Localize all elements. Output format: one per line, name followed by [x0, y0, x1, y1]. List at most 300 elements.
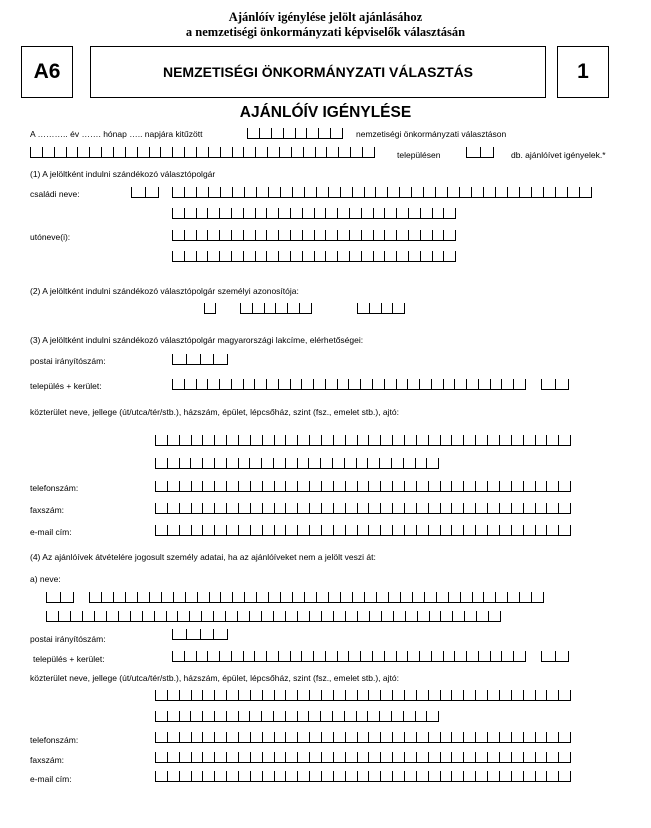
char-cell[interactable] — [487, 481, 499, 492]
char-cell[interactable] — [214, 458, 226, 469]
char-cell[interactable] — [426, 711, 439, 722]
char-cell[interactable] — [380, 732, 392, 743]
char-cell[interactable] — [238, 711, 250, 722]
char-cell[interactable] — [285, 481, 297, 492]
char-cell[interactable] — [243, 651, 255, 662]
char-cell[interactable] — [345, 525, 357, 536]
char-cell[interactable] — [172, 629, 186, 640]
char-cell[interactable] — [285, 771, 297, 782]
char-cell[interactable] — [314, 230, 326, 241]
char-cell[interactable] — [240, 303, 252, 314]
char-cell[interactable] — [179, 481, 191, 492]
char-cell[interactable] — [179, 732, 191, 743]
char-cell[interactable] — [447, 187, 459, 198]
char-cell[interactable] — [285, 435, 297, 446]
char-cell[interactable] — [190, 458, 202, 469]
char-cell[interactable] — [191, 732, 203, 743]
char-cell[interactable] — [392, 732, 404, 743]
char-cell[interactable] — [535, 525, 547, 536]
char-cell[interactable] — [321, 435, 333, 446]
char-cell[interactable] — [432, 230, 444, 241]
char-cell[interactable] — [131, 187, 145, 198]
char-cell[interactable] — [463, 690, 475, 701]
char-cell[interactable] — [309, 690, 321, 701]
char-cell[interactable] — [380, 525, 392, 536]
char-cell[interactable] — [214, 503, 226, 514]
char-cell[interactable] — [316, 187, 328, 198]
char-cell[interactable] — [262, 435, 274, 446]
char-cell[interactable] — [202, 732, 214, 743]
char-cell[interactable] — [416, 752, 428, 763]
char-cell[interactable] — [415, 711, 427, 722]
char-cell[interactable] — [326, 147, 338, 158]
char-cell[interactable] — [419, 379, 431, 390]
char-cell[interactable] — [392, 481, 404, 492]
char-cell[interactable] — [535, 752, 547, 763]
char-cell[interactable] — [408, 230, 420, 241]
char-cell[interactable] — [328, 592, 340, 603]
char-cell[interactable] — [420, 208, 432, 219]
char-cell[interactable] — [333, 690, 345, 701]
char-cell[interactable] — [360, 379, 372, 390]
char-cell[interactable] — [428, 752, 440, 763]
char-cell[interactable] — [249, 711, 261, 722]
char-cell[interactable] — [490, 651, 502, 662]
char-cell[interactable] — [333, 732, 345, 743]
char-cell[interactable] — [304, 592, 316, 603]
char-cell[interactable] — [507, 592, 519, 603]
char-cell[interactable] — [463, 503, 475, 514]
char-cell[interactable] — [546, 481, 558, 492]
char-cell[interactable] — [375, 187, 387, 198]
char-cell[interactable] — [243, 147, 255, 158]
char-cell[interactable] — [333, 525, 345, 536]
char-cell[interactable] — [392, 771, 404, 782]
char-cell[interactable] — [387, 187, 399, 198]
char-cell[interactable] — [184, 208, 196, 219]
char-cell[interactable] — [197, 592, 209, 603]
char-cell[interactable] — [309, 611, 321, 622]
char-cell[interactable] — [202, 690, 214, 701]
street-address-field-1[interactable] — [155, 435, 571, 446]
char-cell[interactable] — [345, 481, 357, 492]
char-cell[interactable] — [511, 503, 523, 514]
char-cell[interactable] — [209, 592, 221, 603]
char-cell[interactable] — [167, 771, 179, 782]
char-cell[interactable] — [511, 525, 523, 536]
char-cell[interactable] — [297, 525, 309, 536]
char-cell[interactable] — [345, 503, 357, 514]
char-cell[interactable] — [278, 379, 290, 390]
char-cell[interactable] — [292, 592, 304, 603]
char-cell[interactable] — [167, 458, 179, 469]
char-cell[interactable] — [523, 752, 535, 763]
char-cell[interactable] — [226, 481, 238, 492]
char-cell[interactable] — [321, 752, 333, 763]
char-cell[interactable] — [184, 187, 196, 198]
char-cell[interactable] — [511, 771, 523, 782]
char-cell[interactable] — [207, 230, 219, 241]
char-cell[interactable] — [357, 611, 369, 622]
char-cell[interactable] — [349, 230, 361, 241]
char-cell[interactable] — [244, 592, 256, 603]
char-cell[interactable] — [214, 435, 226, 446]
char-cell[interactable] — [202, 752, 214, 763]
char-cell[interactable] — [189, 611, 201, 622]
char-cell[interactable] — [350, 147, 362, 158]
char-cell[interactable] — [381, 303, 393, 314]
personal-id-part3-field[interactable] — [357, 303, 405, 314]
char-cell[interactable] — [238, 435, 250, 446]
char-cell[interactable] — [207, 651, 219, 662]
char-cell[interactable] — [487, 503, 499, 514]
char-cell[interactable] — [428, 503, 440, 514]
char-cell[interactable] — [546, 771, 558, 782]
char-cell[interactable] — [451, 503, 463, 514]
char-cell[interactable] — [431, 379, 443, 390]
char-cell[interactable] — [396, 208, 408, 219]
char-cell[interactable] — [155, 481, 167, 492]
char-cell[interactable] — [546, 752, 558, 763]
char-cell[interactable] — [501, 379, 513, 390]
char-cell[interactable] — [226, 752, 238, 763]
char-cell[interactable] — [555, 379, 570, 390]
char-cell[interactable] — [172, 187, 184, 198]
char-cell[interactable] — [472, 592, 484, 603]
char-cell[interactable] — [155, 525, 167, 536]
char-cell[interactable] — [238, 503, 250, 514]
char-cell[interactable] — [297, 458, 309, 469]
char-cell[interactable] — [268, 187, 280, 198]
char-cell[interactable] — [256, 592, 268, 603]
char-cell[interactable] — [220, 187, 232, 198]
char-cell[interactable] — [392, 690, 404, 701]
char-cell[interactable] — [161, 592, 173, 603]
char-cell[interactable] — [214, 525, 226, 536]
char-cell[interactable] — [184, 251, 196, 262]
char-cell[interactable] — [417, 611, 429, 622]
char-cell[interactable] — [184, 379, 196, 390]
char-cell[interactable] — [558, 732, 571, 743]
recipient-postal-code-field[interactable] — [172, 629, 228, 640]
char-cell[interactable] — [313, 651, 325, 662]
recipient-name-field-1[interactable] — [89, 592, 544, 603]
char-cell[interactable] — [333, 771, 345, 782]
char-cell[interactable] — [348, 379, 360, 390]
char-cell[interactable] — [404, 752, 416, 763]
char-cell[interactable] — [443, 651, 455, 662]
char-cell[interactable] — [357, 771, 369, 782]
char-cell[interactable] — [432, 208, 444, 219]
char-cell[interactable] — [337, 230, 349, 241]
char-cell[interactable] — [357, 481, 369, 492]
char-cell[interactable] — [207, 208, 219, 219]
char-cell[interactable] — [250, 690, 262, 701]
char-cell[interactable] — [267, 147, 279, 158]
char-cell[interactable] — [314, 208, 326, 219]
char-cell[interactable] — [466, 147, 480, 158]
char-cell[interactable] — [440, 732, 452, 743]
char-cell[interactable] — [475, 525, 487, 536]
char-cell[interactable] — [499, 752, 511, 763]
char-cell[interactable] — [416, 503, 428, 514]
char-cell[interactable] — [238, 690, 250, 701]
char-cell[interactable] — [42, 147, 54, 158]
char-cell[interactable] — [558, 752, 571, 763]
election-date-field[interactable] — [247, 128, 343, 139]
char-cell[interactable] — [252, 303, 264, 314]
char-cell[interactable] — [285, 458, 297, 469]
char-cell[interactable] — [232, 147, 244, 158]
char-cell[interactable] — [297, 435, 309, 446]
char-cell[interactable] — [214, 711, 226, 722]
char-cell[interactable] — [448, 592, 460, 603]
char-cell[interactable] — [404, 435, 416, 446]
char-cell[interactable] — [302, 230, 314, 241]
char-cell[interactable] — [66, 147, 78, 158]
char-cell[interactable] — [191, 690, 203, 701]
char-cell[interactable] — [475, 771, 487, 782]
char-cell[interactable] — [259, 128, 271, 139]
char-cell[interactable] — [309, 732, 321, 743]
char-cell[interactable] — [523, 690, 535, 701]
char-cell[interactable] — [404, 690, 416, 701]
char-cell[interactable] — [247, 128, 259, 139]
char-cell[interactable] — [295, 128, 307, 139]
char-cell[interactable] — [274, 435, 286, 446]
char-cell[interactable] — [256, 187, 268, 198]
char-cell[interactable] — [243, 379, 255, 390]
char-cell[interactable] — [313, 379, 325, 390]
char-cell[interactable] — [278, 230, 290, 241]
char-cell[interactable] — [459, 187, 471, 198]
char-cell[interactable] — [167, 525, 179, 536]
char-cell[interactable] — [392, 525, 404, 536]
char-cell[interactable] — [202, 503, 214, 514]
char-cell[interactable] — [368, 503, 380, 514]
char-cell[interactable] — [219, 208, 231, 219]
char-cell[interactable] — [451, 752, 463, 763]
char-cell[interactable] — [290, 230, 302, 241]
char-cell[interactable] — [226, 458, 238, 469]
char-cell[interactable] — [167, 732, 179, 743]
char-cell[interactable] — [30, 147, 42, 158]
char-cell[interactable] — [367, 711, 379, 722]
char-cell[interactable] — [483, 187, 495, 198]
char-cell[interactable] — [214, 481, 226, 492]
char-cell[interactable] — [179, 752, 191, 763]
char-cell[interactable] — [330, 128, 343, 139]
char-cell[interactable] — [396, 379, 408, 390]
char-cell[interactable] — [541, 379, 555, 390]
char-cell[interactable] — [357, 690, 369, 701]
char-cell[interactable] — [196, 187, 208, 198]
char-cell[interactable] — [475, 435, 487, 446]
char-cell[interactable] — [196, 147, 208, 158]
char-cell[interactable] — [130, 611, 142, 622]
char-cell[interactable] — [372, 651, 384, 662]
char-cell[interactable] — [173, 592, 185, 603]
char-cell[interactable] — [118, 611, 130, 622]
char-cell[interactable] — [191, 503, 203, 514]
char-cell[interactable] — [546, 525, 558, 536]
family-name-field-1[interactable] — [172, 187, 592, 198]
char-cell[interactable] — [301, 651, 313, 662]
char-cell[interactable] — [106, 611, 118, 622]
char-cell[interactable] — [541, 651, 555, 662]
char-cell[interactable] — [403, 458, 415, 469]
char-cell[interactable] — [376, 592, 388, 603]
char-cell[interactable] — [70, 611, 82, 622]
char-cell[interactable] — [204, 303, 216, 314]
char-cell[interactable] — [318, 128, 330, 139]
settlement-field[interactable] — [30, 147, 375, 158]
char-cell[interactable] — [314, 251, 326, 262]
char-cell[interactable] — [196, 230, 208, 241]
char-cell[interactable] — [184, 147, 196, 158]
char-cell[interactable] — [368, 771, 380, 782]
char-cell[interactable] — [384, 208, 396, 219]
char-cell[interactable] — [523, 503, 535, 514]
char-cell[interactable] — [196, 651, 208, 662]
char-cell[interactable] — [250, 525, 262, 536]
char-cell[interactable] — [226, 690, 238, 701]
char-cell[interactable] — [396, 651, 408, 662]
char-cell[interactable] — [250, 771, 262, 782]
char-cell[interactable] — [154, 611, 166, 622]
char-cell[interactable] — [344, 711, 356, 722]
char-cell[interactable] — [451, 435, 463, 446]
char-cell[interactable] — [290, 651, 302, 662]
char-cell[interactable] — [262, 503, 274, 514]
char-cell[interactable] — [466, 379, 478, 390]
char-cell[interactable] — [344, 458, 356, 469]
char-cell[interactable] — [511, 690, 523, 701]
char-cell[interactable] — [274, 481, 286, 492]
char-cell[interactable] — [546, 732, 558, 743]
char-cell[interactable] — [172, 354, 186, 365]
char-cell[interactable] — [231, 230, 243, 241]
char-cell[interactable] — [202, 458, 214, 469]
char-cell[interactable] — [487, 690, 499, 701]
char-cell[interactable] — [368, 435, 380, 446]
char-cell[interactable] — [443, 251, 456, 262]
char-cell[interactable] — [513, 379, 526, 390]
char-cell[interactable] — [291, 147, 303, 158]
char-cell[interactable] — [46, 611, 58, 622]
char-cell[interactable] — [179, 458, 191, 469]
char-cell[interactable] — [280, 187, 292, 198]
char-cell[interactable] — [185, 592, 197, 603]
char-cell[interactable] — [349, 208, 361, 219]
char-cell[interactable] — [345, 732, 357, 743]
char-cell[interactable] — [487, 752, 499, 763]
char-cell[interactable] — [145, 187, 160, 198]
char-cell[interactable] — [511, 481, 523, 492]
char-cell[interactable] — [297, 503, 309, 514]
char-cell[interactable] — [357, 752, 369, 763]
char-cell[interactable] — [337, 208, 349, 219]
char-cell[interactable] — [308, 711, 320, 722]
char-cell[interactable] — [381, 611, 393, 622]
char-cell[interactable] — [308, 458, 320, 469]
char-cell[interactable] — [207, 251, 219, 262]
char-cell[interactable] — [404, 525, 416, 536]
char-cell[interactable] — [495, 187, 507, 198]
char-cell[interactable] — [392, 303, 405, 314]
char-cell[interactable] — [499, 503, 511, 514]
char-cell[interactable] — [137, 147, 149, 158]
char-cell[interactable] — [155, 771, 167, 782]
char-cell[interactable] — [523, 525, 535, 536]
char-cell[interactable] — [287, 303, 299, 314]
char-cell[interactable] — [266, 379, 278, 390]
char-cell[interactable] — [372, 379, 384, 390]
char-cell[interactable] — [380, 752, 392, 763]
char-cell[interactable] — [179, 771, 191, 782]
char-cell[interactable] — [463, 481, 475, 492]
char-cell[interactable] — [416, 481, 428, 492]
char-cell[interactable] — [460, 592, 472, 603]
char-cell[interactable] — [304, 187, 316, 198]
char-cell[interactable] — [321, 690, 333, 701]
char-cell[interactable] — [368, 732, 380, 743]
char-cell[interactable] — [149, 147, 161, 158]
char-cell[interactable] — [367, 458, 379, 469]
char-cell[interactable] — [250, 503, 262, 514]
char-cell[interactable] — [463, 752, 475, 763]
char-cell[interactable] — [202, 771, 214, 782]
char-cell[interactable] — [415, 458, 427, 469]
char-cell[interactable] — [499, 525, 511, 536]
char-cell[interactable] — [440, 611, 452, 622]
char-cell[interactable] — [261, 458, 273, 469]
char-cell[interactable] — [238, 771, 250, 782]
char-cell[interactable] — [443, 379, 455, 390]
char-cell[interactable] — [271, 128, 283, 139]
char-cell[interactable] — [167, 752, 179, 763]
char-cell[interactable] — [546, 435, 558, 446]
char-cell[interactable] — [428, 525, 440, 536]
char-cell[interactable] — [475, 752, 487, 763]
char-cell[interactable] — [309, 771, 321, 782]
char-cell[interactable] — [297, 771, 309, 782]
char-cell[interactable] — [361, 251, 373, 262]
char-cell[interactable] — [321, 525, 333, 536]
recipient-phone-field[interactable] — [155, 732, 571, 743]
char-cell[interactable] — [285, 732, 297, 743]
char-cell[interactable] — [487, 732, 499, 743]
char-cell[interactable] — [451, 732, 463, 743]
char-cell[interactable] — [476, 611, 488, 622]
char-cell[interactable] — [325, 230, 337, 241]
char-cell[interactable] — [499, 732, 511, 743]
char-cell[interactable] — [172, 651, 184, 662]
char-cell[interactable] — [219, 651, 231, 662]
char-cell[interactable] — [471, 187, 483, 198]
sheet-count-field[interactable] — [466, 147, 494, 158]
char-cell[interactable] — [186, 629, 200, 640]
char-cell[interactable] — [275, 303, 287, 314]
char-cell[interactable] — [60, 592, 75, 603]
char-cell[interactable] — [266, 230, 278, 241]
char-cell[interactable] — [511, 435, 523, 446]
char-cell[interactable] — [321, 732, 333, 743]
char-cell[interactable] — [379, 711, 391, 722]
char-cell[interactable] — [238, 458, 250, 469]
char-cell[interactable] — [357, 435, 369, 446]
char-cell[interactable] — [360, 651, 372, 662]
